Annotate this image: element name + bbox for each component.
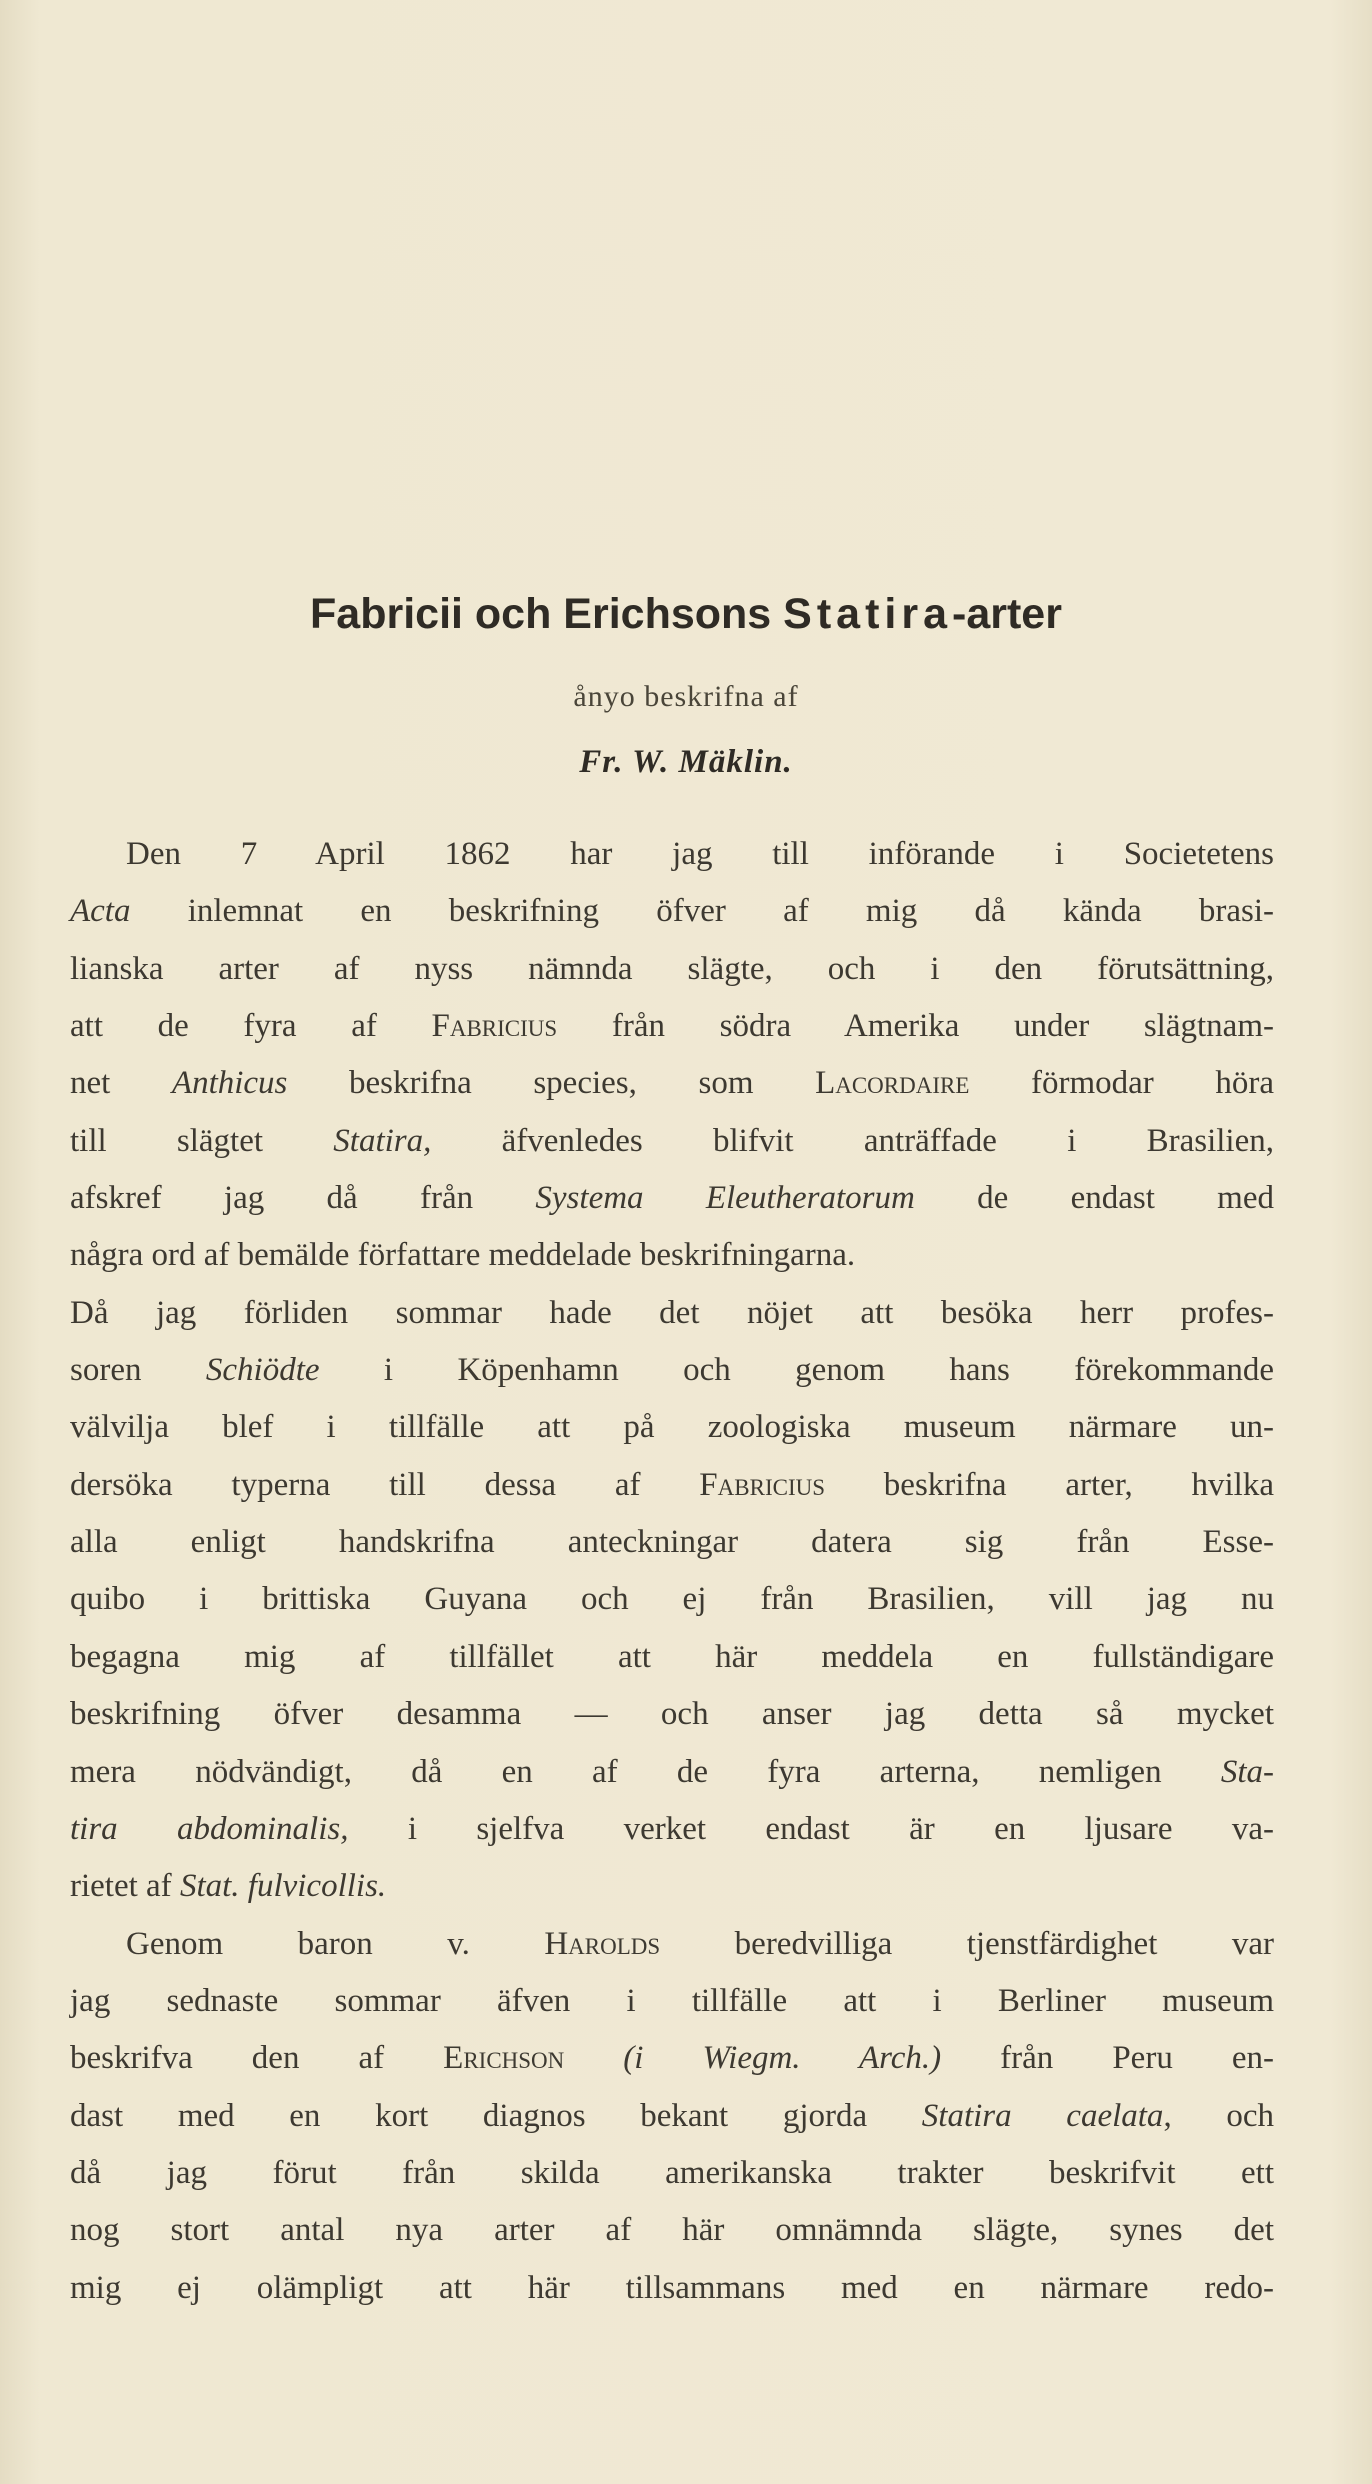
text-span: net: [70, 1065, 172, 1102]
author-name: Lacordaire: [815, 1065, 970, 1102]
italic-term: Schiödte: [205, 1352, 320, 1389]
author-name: Harolds: [544, 1925, 661, 1962]
italic-term: Statira caelata: [921, 2097, 1164, 2134]
text-line: [70, 1457, 1274, 1514]
text-line: [70, 1858, 1274, 1915]
text-span: de endast med: [914, 1180, 1274, 1217]
text-line: [70, 1342, 1274, 1399]
text-line: [70, 1973, 1274, 2030]
text-line: [70, 1170, 1274, 1227]
text-span: att de fyra af: [70, 1008, 432, 1045]
text-line: [70, 2202, 1274, 2259]
text-span: beredvilliga tjenstfärdighet var: [660, 1925, 1274, 1962]
subtitle: ånyo beskrifna af: [573, 680, 799, 713]
author-name: Fabricius: [699, 1466, 826, 1503]
text-line: [70, 941, 1274, 998]
italic-term: Anthicus: [171, 1065, 288, 1102]
italic-term: Stat. fulvicollis.: [179, 1868, 387, 1905]
text-line: [70, 1571, 1274, 1628]
author-name: Fabricius: [431, 1008, 558, 1045]
title-part-3: -arter: [952, 590, 1062, 638]
text-span: några ord af bemälde författare meddelade beskrifningarna.: [70, 1237, 856, 1274]
text-span: beskrifna species, som: [287, 1065, 816, 1102]
text-line: [70, 1399, 1274, 1456]
text-line: [70, 826, 1274, 883]
title-genus: Statira: [783, 590, 953, 638]
text-span: mera nödvändigt, då en af de fyra arterna, nemligen: [70, 1753, 1221, 1790]
text-line: [70, 1629, 1274, 1686]
italic-term: Sta-: [1220, 1753, 1274, 1790]
italic-term: Acta: [70, 893, 131, 930]
text-span: nog stort antal nya arter af här omnämnda slägte, synes det: [70, 2212, 1274, 2249]
text-span: från södra Amerika under slägtnam-: [557, 1008, 1274, 1045]
text-span: inlemnat en beskrifning öfver af mig då kända brasi-: [130, 893, 1274, 930]
author-name: Erichson: [443, 2040, 565, 2077]
text-line: [70, 1055, 1274, 1112]
text-span: quibo i brittiska Guyana och ej från Brasilien, vill jag nu: [70, 1581, 1274, 1618]
text-line: [70, 1744, 1274, 1801]
text-line: [70, 1686, 1274, 1743]
text-line: [70, 2145, 1274, 2202]
text-span: lianska arter af nyss nämnda slägte, och i den förutsättning,: [70, 950, 1274, 987]
text-span: Den 7 April 1862 har jag till införande i Societetens: [126, 836, 1274, 872]
text-span: jag sednaste sommar äfven i tillfälle att i Berliner museum: [70, 1982, 1274, 2019]
title-part-1: Fabricii och Erichsons: [310, 590, 784, 638]
text-span: förmodar höra: [969, 1065, 1274, 1102]
text-span: Genom baron v.: [126, 1925, 545, 1962]
text-span: i Köpenhamn och genom hans förekommande: [319, 1352, 1275, 1389]
text-line: [70, 998, 1274, 1055]
text-span: från Peru en-: [941, 2040, 1274, 2077]
text-line: [70, 2030, 1274, 2087]
text-span: till slägtet: [70, 1122, 334, 1159]
text-line: [70, 2260, 1274, 2317]
text-line: [70, 1916, 1274, 1973]
text-span: soren: [70, 1352, 206, 1389]
text-line: [70, 1113, 1274, 1170]
text-span: äfvenledes blifvit anträffade i Brasilien,: [431, 1122, 1274, 1159]
text-line: [70, 1285, 1274, 1342]
text-span: alla enligt handskrifna anteckningar datera sig från Esse-: [70, 1524, 1274, 1561]
article-body: [70, 826, 1274, 2317]
italic-term: Statira,: [333, 1122, 432, 1159]
text-span: beskrifna arter, hvilka: [825, 1466, 1275, 1503]
text-span: då jag förut från skilda amerikanska trakter beskrifvit ett: [70, 2154, 1274, 2191]
page-title: [0, 590, 1372, 639]
text-line: [70, 1801, 1274, 1858]
text-line: [70, 2088, 1274, 2145]
italic-term: (i Wiegm. Arch.): [564, 2040, 942, 2077]
text-span: rietet af: [70, 1868, 180, 1905]
text-span: mig ej olämpligt att här tillsammans med en närmare redo-: [70, 2269, 1274, 2306]
text-span: , och: [1163, 2097, 1274, 2134]
text-span: dersöka typerna till dessa af: [70, 1466, 700, 1503]
author: Fr. W. Mäklin.: [579, 744, 793, 780]
text-line: [70, 1227, 1274, 1284]
text-span: Då jag förliden sommar hade det nöjet att besöka herr profes-: [70, 1294, 1274, 1331]
text-span: välvilja blef i tillfälle att på zoologiska museum närmare un-: [70, 1409, 1274, 1446]
text-span: beskrifva den af: [70, 2040, 444, 2077]
text-span: beskrifning öfver desamma — och anser jag detta så mycket: [70, 1696, 1274, 1733]
text-span: afskref jag då från: [70, 1180, 536, 1217]
text-span: i sjelfva verket endast är en ljusare va-: [348, 1810, 1275, 1847]
text-span: dast med en kort diagnos bekant gjorda: [70, 2097, 922, 2134]
italic-term: tira abdominalis,: [70, 1810, 349, 1847]
italic-term: Systema Eleutheratorum: [535, 1180, 915, 1217]
text-line: [70, 1514, 1274, 1571]
text-span: begagna mig af tillfället att här meddela en fullständigare: [70, 1638, 1274, 1675]
text-line: [70, 883, 1274, 940]
